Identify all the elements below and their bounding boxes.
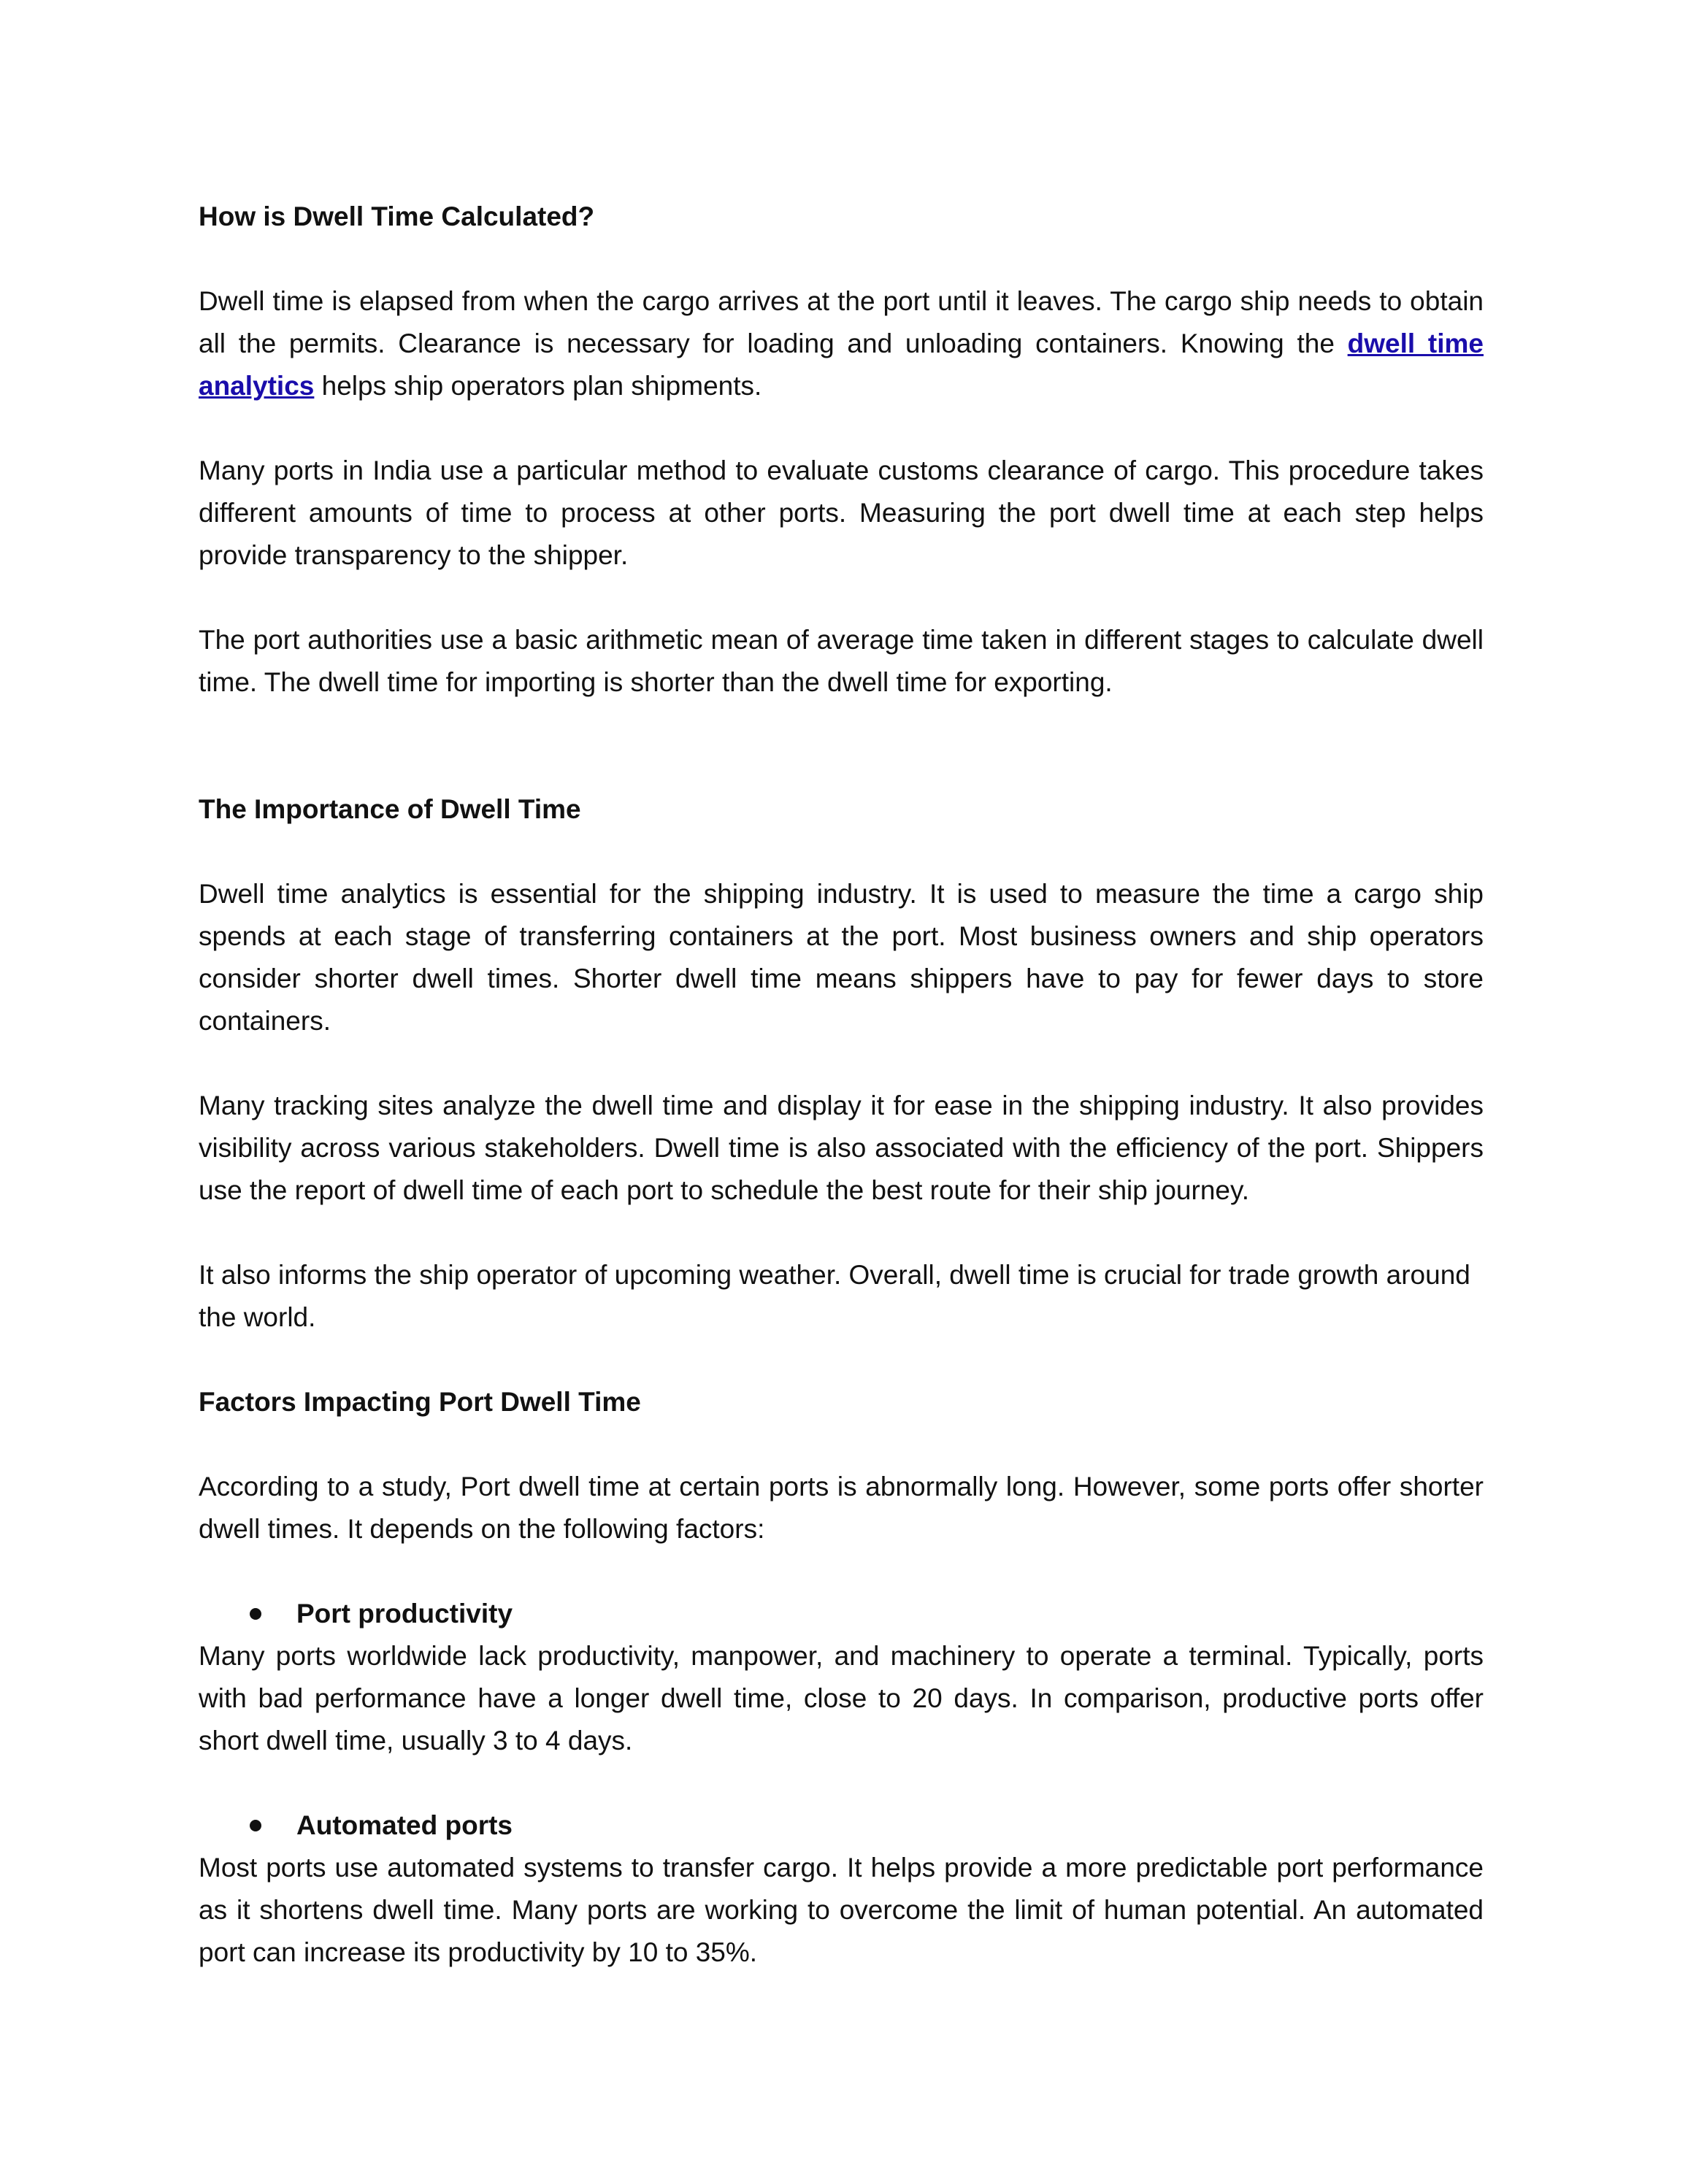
paragraph-dwell-time-definition <box>199 280 1484 407</box>
paragraph-tracking-sites: Many tracking sites analyze the dwell time and display it for ease in the shipping industry. It also provides visibility across various stakeholders. Dwell time is also associated with the efficiency of the port. Shippers use the report of dwell time of each port to schedule the best route for their ship journey. <box>199 1091 1484 1205</box>
paragraph-shipping-industry: Dwell time analytics is essential for the shipping industry. It is used to measure the time a cargo ship spends at each stage of transferring containers at the port. Most business owners and ship operators consider shorter dwell times. Shorter dwell time means shippers have to pay for fewer days to store containers. <box>199 879 1484 1036</box>
paragraph-weather: It also informs the ship operator of upcoming weather. Overall, dwell time is crucial for trade growth around the world. <box>199 1260 1470 1332</box>
bullet-label-automated-ports: Automated ports <box>296 1810 513 1840</box>
dwell-time-analytics-link[interactable]: dwell time analytics <box>199 328 1484 401</box>
bullet-item <box>199 1593 1484 1635</box>
paragraph-text: helps ship operators plan shipments. <box>314 371 762 401</box>
bullet-dot-icon <box>250 1820 261 1831</box>
paragraph-india-ports: Many ports in India use a particular method to evaluate customs clearance of cargo. This procedure takes different amounts of time to process at other ports. Measuring the port dwell time at each step helps provide transparency to the shipper. <box>199 455 1484 570</box>
section-heading-dwell-time-calculated: How is Dwell Time Calculated? <box>199 201 595 231</box>
section-heading-importance: The Importance of Dwell Time <box>199 794 581 824</box>
bullet-dot-icon <box>250 1608 261 1620</box>
bullet-label-port-productivity: Port productivity <box>296 1599 513 1629</box>
document-page <box>199 196 1484 1974</box>
paragraph-port-productivity: Many ports worldwide lack productivity, manpower, and machinery to operate a terminal. Typically, ports with bad performance have a longer dwell time, close to 20 days. In comparison, productive ports offer short dwell time, usually 3 to 4 days. <box>199 1641 1484 1756</box>
section-heading-factors: Factors Impacting Port Dwell Time <box>199 1387 641 1417</box>
paragraph-automated-ports: Most ports use automated systems to transfer cargo. It helps provide a more predictable port performance as it shortens dwell time. Many ports are working to overcome the limit of human potential. An automated port can increase its productivity by 10 to 35%. <box>199 1853 1484 1967</box>
paragraph-text: Dwell time is elapsed from when the cargo arrives at the port until it leaves. The cargo ship needs to obtain all the permits. Clearance is necessary for loading and unloading containers. Knowing the <box>199 286 1484 358</box>
paragraph-arithmetic-mean: The port authorities use a basic arithmetic mean of average time taken in different stages to calculate dwell time. The dwell time for importing is shorter than the dwell time for exporting. <box>199 625 1484 697</box>
bullet-item <box>199 1804 1484 1847</box>
paragraph-factors-intro: According to a study, Port dwell time at certain ports is abnormally long. However, some ports offer shorter dwell times. It depends on the following factors: <box>199 1472 1484 1544</box>
